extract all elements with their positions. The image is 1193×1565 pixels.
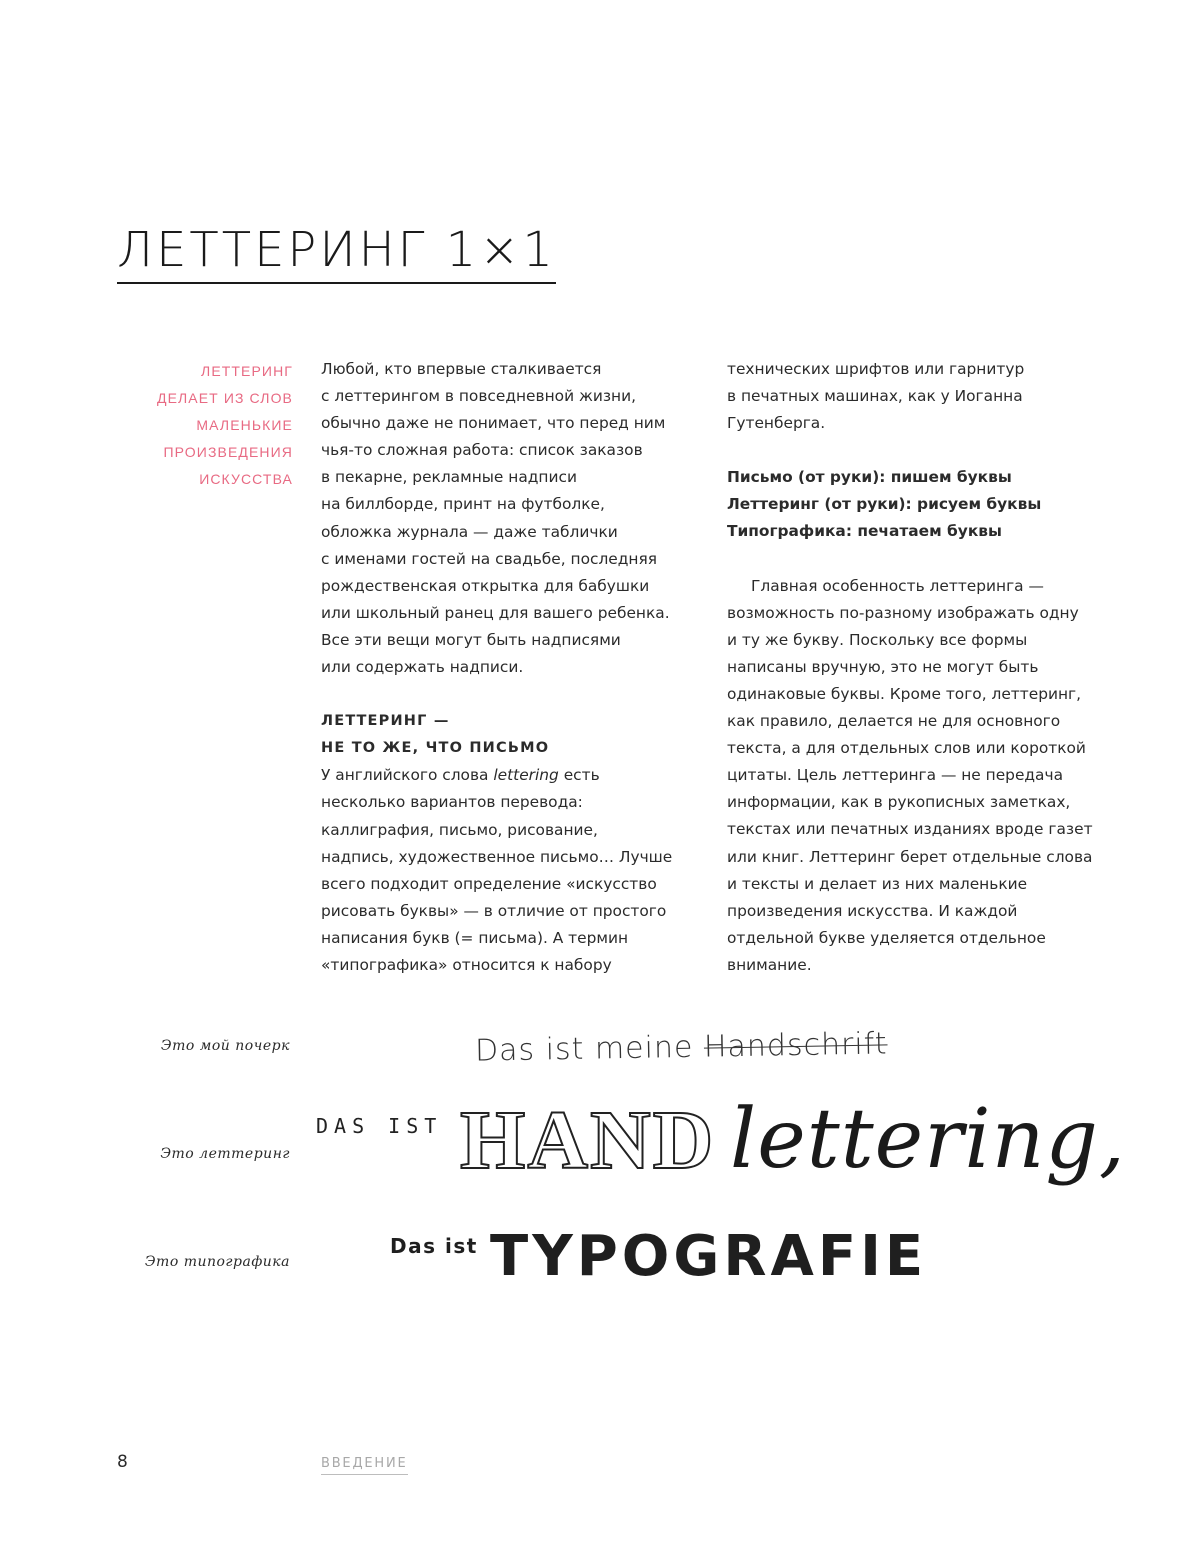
typography-big-word: TYPOGRAFIE: [490, 1224, 928, 1289]
lettering-label: Это леттеринг: [160, 1146, 290, 1162]
left-column: [321, 356, 701, 979]
handwriting-label: Это мой почерк: [160, 1038, 290, 1054]
text-line: или содержать надписи.: [321, 658, 524, 677]
text-line: [321, 762, 701, 789]
pullquote-line: ДЕЛАЕТ ИЗ СЛОВ: [157, 390, 293, 406]
text-line: «типографика» относится к набору: [321, 955, 612, 974]
page-number: 8: [117, 1452, 128, 1472]
handwriting-struck-text: Handschrift: [703, 1026, 888, 1065]
text-line: технических шрифтов или гарнитур: [727, 360, 1025, 378]
handwriting-sample: [475, 1026, 888, 1068]
definition-item: Письмо (от руки): пишем буквы: [727, 468, 1012, 487]
text-line: в пекарне, рекламные надписи: [321, 468, 577, 487]
pullquote-line: ИСКУССТВА: [199, 471, 293, 487]
pullquote-line: ПРОИЗВЕДЕНИЯ: [163, 444, 293, 460]
text-line: написаны вручную, это не могут быть: [727, 657, 1039, 676]
body-paragraph: [321, 762, 701, 979]
pullquote-line: МАЛЕНЬКИЕ: [196, 417, 293, 433]
text-line: с леттерингом в повседневной жизни,: [321, 387, 636, 406]
typography-label: Это типографика: [144, 1254, 290, 1270]
definition-item: Леттеринг (от руки): рисуем буквы: [727, 495, 1042, 514]
definition-item: Типографика: печатаем буквы: [727, 522, 1002, 541]
text-line: текстах или печатных изданиях вроде газет: [727, 820, 1093, 839]
text-line: текста, а для отдельных слов или короткой: [727, 739, 1086, 758]
text-line: чья-то сложная работа: список заказов: [321, 441, 643, 460]
text-line: написания букв (= письма). А термин: [321, 928, 629, 947]
running-head-section: ВВЕДЕНИЕ: [321, 1456, 408, 1475]
text-fragment: есть: [558, 766, 600, 785]
main-paragraph: [727, 573, 1109, 979]
page-title: ЛЕТТЕРИНГ 1×1: [117, 222, 556, 284]
section-subhead: [321, 708, 701, 762]
text-line: Гутенберга.: [727, 414, 826, 433]
subhead-line: НЕ ТО ЖЕ, ЧТО ПИСЬМО: [321, 740, 550, 757]
typography-small-text: Das ist: [390, 1234, 478, 1258]
lettering-small-text: DAS IST: [316, 1114, 443, 1138]
lettering-outline-word: HAND: [460, 1094, 716, 1187]
pullquote-line: ЛЕТТЕРИНГ: [201, 363, 293, 379]
continuation-paragraph: [727, 356, 1109, 437]
text-line: Все эти вещи могут быть надписями: [321, 630, 621, 649]
pullquote: [120, 358, 293, 493]
handwriting-text: Das ist meine: [474, 1029, 705, 1069]
italic-term: lettering: [493, 766, 559, 785]
text-line: с именами гостей на свадьбе, последняя: [321, 549, 658, 568]
text-line: Главная особенность леттеринга —: [751, 576, 1044, 595]
subhead-line: ЛЕТТЕРИНГ —: [321, 713, 450, 730]
text-line: надпись, художественное письмо… Лучше: [321, 847, 673, 866]
text-line: внимание.: [727, 955, 812, 974]
text-line: информации, как в рукописных заметках,: [727, 793, 1071, 812]
text-line: одинаковые буквы. Кроме того, леттеринг,: [727, 684, 1082, 703]
text-line: всего подходит определение «искусство: [321, 874, 657, 893]
text-line: несколько вариантов перевода:: [321, 793, 583, 812]
text-line: как правило, делается не для основного: [727, 712, 1061, 731]
lettering-script-word: lettering,: [730, 1092, 1126, 1187]
text-fragment: У английского слова: [321, 766, 494, 785]
text-line: возможность по-разному изображать одну: [727, 603, 1079, 622]
text-line: или книг. Леттеринг берет отдельные слова: [727, 847, 1093, 866]
text-line: рождественская открытка для бабушки: [321, 576, 650, 595]
text-line: произведения искусства. И каждой: [727, 901, 1018, 920]
text-line: обложка журнала — даже таблички: [321, 522, 618, 541]
text-line: или школьный ранец для вашего ребенка.: [321, 603, 670, 622]
text-line: цитаты. Цель леттеринга — не передача: [727, 766, 1064, 785]
text-line: и тексты и делает из них маленькие: [727, 874, 1028, 893]
text-line: каллиграфия, письмо, рисование,: [321, 820, 598, 839]
text-line: в печатных машинах, как у Иоганна: [727, 387, 1023, 406]
text-line: отдельной букве уделяется отдельное: [727, 928, 1046, 947]
intro-paragraph: [321, 356, 701, 681]
text-line: обычно даже не понимает, что перед ним: [321, 414, 666, 433]
text-line: на биллборде, принт на футболке,: [321, 495, 605, 514]
definitions-list: [727, 464, 1109, 545]
right-column: [727, 356, 1109, 979]
text-line: Любой, кто впервые сталкивается: [321, 360, 602, 378]
text-line: рисовать буквы» — в отличие от простого: [321, 901, 667, 920]
text-line: и ту же букву. Поскольку все формы: [727, 630, 1028, 649]
